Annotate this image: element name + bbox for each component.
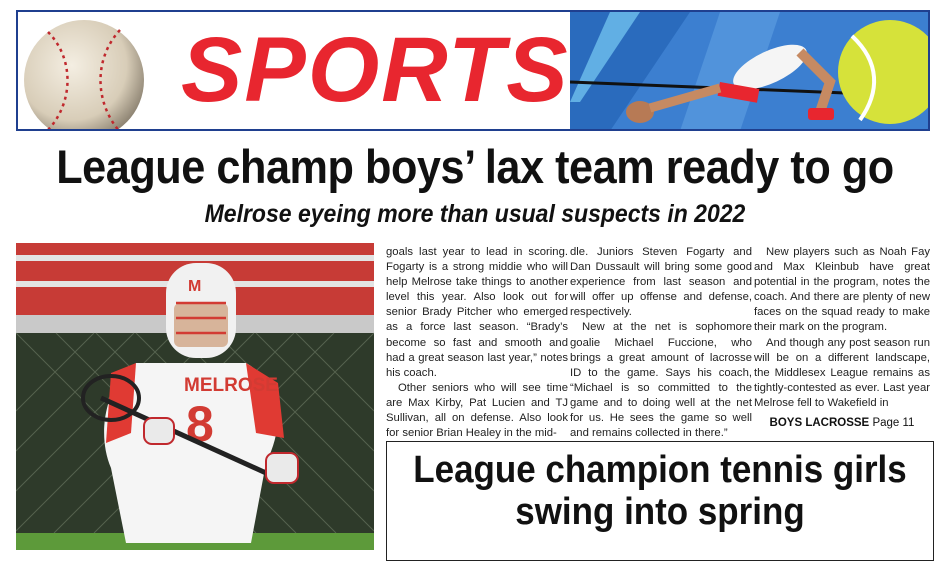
paragraph: New at the net is sophomore goalie Michael Fuccione, who brings a great amount of lacrosse ID to the game. Says his coach, “Michael is so committed to the game and to doing well at the net for us. He sees the game so well and remains collected in there.” [570,321,752,440]
lacrosse-player-photo [16,243,374,550]
sports-banner [16,10,930,131]
paragraph: goals last year to lead in scoring. Fogarty is a strong middie who will help Melrose take things to another level this year. Also look out for senior Brady Pitcher who emerged as a force last season. “Brady’s become so fast and smooth and had a great season last year,” notes his coach. [386,246,568,379]
article-column-2 [570,245,752,441]
helmet-letter: M [188,278,202,295]
headline-line-2: swing into spring [515,491,805,533]
main-headline: League champ boys’ lax team ready to go [56,140,894,193]
article-column-3 [754,245,930,411]
paragraph: Other seniors who will see time are Max Kirby, Pat Lucien and TJ Sullivan, all on defense. Also look for senior Brian Healey in the mid- [386,381,568,440]
headline-line-1: League champion tennis girls [413,449,907,491]
jump-label: BOYS LACROSSE [769,417,870,429]
subheadline: Melrose eyeing more than usual suspects in 2022 [204,200,746,228]
jersey-name: MELROSE [184,375,278,396]
jersey-number: 8 [186,396,214,452]
second-story-headline [408,449,912,533]
high-jump-tennis-illustration [570,12,930,131]
section-title: SPORTS [181,19,570,121]
paragraph: New players such as Noah Fay and Max Kleinbub have great potential in the program, notes the coach. And there are plenty of new faces on the squad ready to make their mark on the program. [754,246,930,334]
jump-page: Page 11 [872,417,915,429]
baseball-icon [22,18,146,131]
paragraph: And though any post season run will be on a different landscape, the Middlesex League remains as tightly-contested as ever. Last year Melrose fell to Wakefield in [754,336,930,409]
continued-on-jump [754,417,930,429]
paragraph: dle. Juniors Steven Fogarty and Dan Dussault will bring some good experience from last season and will offer up offense and defense, respectively. [570,246,752,319]
article-column-1 [386,245,568,441]
